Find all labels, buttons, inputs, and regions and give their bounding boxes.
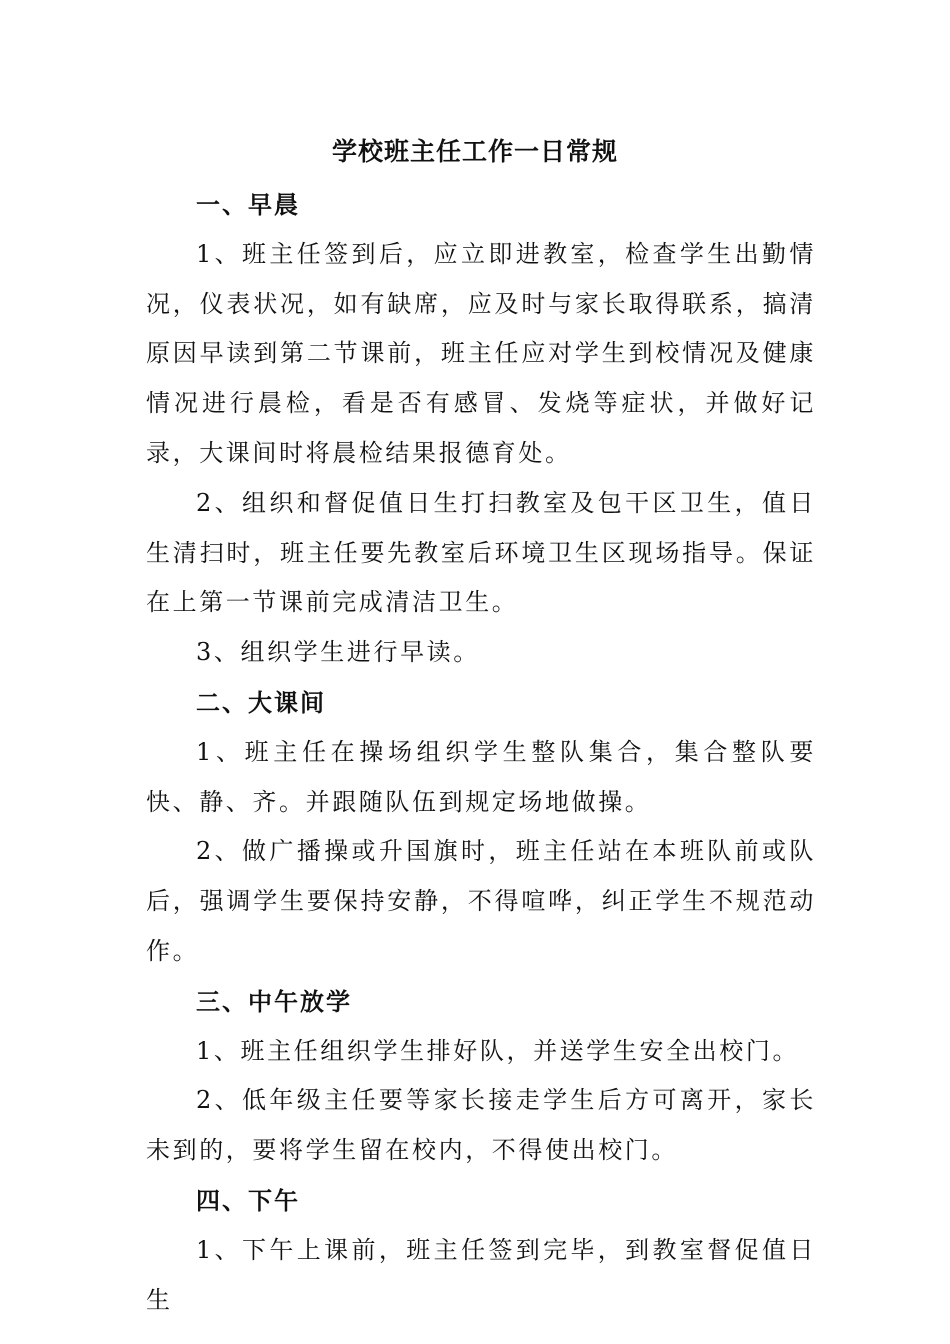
document-title: 学校班主任工作一日常规 [331, 137, 618, 166]
section-afternoon [146, 1176, 816, 1325]
paragraph: 2、组织和督促值日生打扫教室及包干区卫生，值日生清扫时，班主任要先教室后环境卫生区现场指导。保证在上第一节课前完成清洁卫生。 [146, 488, 816, 617]
paragraph: 1、下午上课前，班主任签到完毕，到教室督促值日生 [146, 1235, 816, 1314]
section-morning [146, 180, 816, 678]
paragraph: 2、做广播操或升国旗时，班主任站在本班队前或队后，强调学生要保持安静，不得喧哗，纠正学生不规范动作。 [146, 837, 816, 965]
section-heading: 二、大课间 [196, 687, 326, 717]
section-noon-dismissal [146, 977, 816, 1176]
section-heading: 三、中午放学 [196, 986, 352, 1016]
paragraph: 2、低年级主任要等家长接走学生后方可离开，家长未到的，要将学生留在校内，不得使出校门。 [146, 1086, 816, 1165]
section-heading: 四、下午 [196, 1185, 300, 1215]
paragraph: 1、班主任在操场组织学生整队集合，集合整队要快、静、齐。并跟随队伍到规定场地做操。 [146, 737, 816, 816]
paragraph: 1、班主任签到后，应立即进教室，检查学生出勤情况，仪表状况，如有缺席，应及时与家长取得联系，搞清原因早读到第二节课前，班主任应对学生到校情况及健康情况进行晨检，看是否有感冒、发烧等症状，并做好记录，大课间时将晨检结果报德育处。 [146, 239, 816, 467]
document-body [146, 180, 816, 1325]
section-heading: 一、早晨 [196, 190, 300, 219]
section-break [146, 678, 816, 977]
paragraph: 3、组织学生进行早读。 [196, 638, 480, 667]
paragraph: 1、班主任组织学生排好队，并送学生安全出校门。 [196, 1036, 800, 1065]
